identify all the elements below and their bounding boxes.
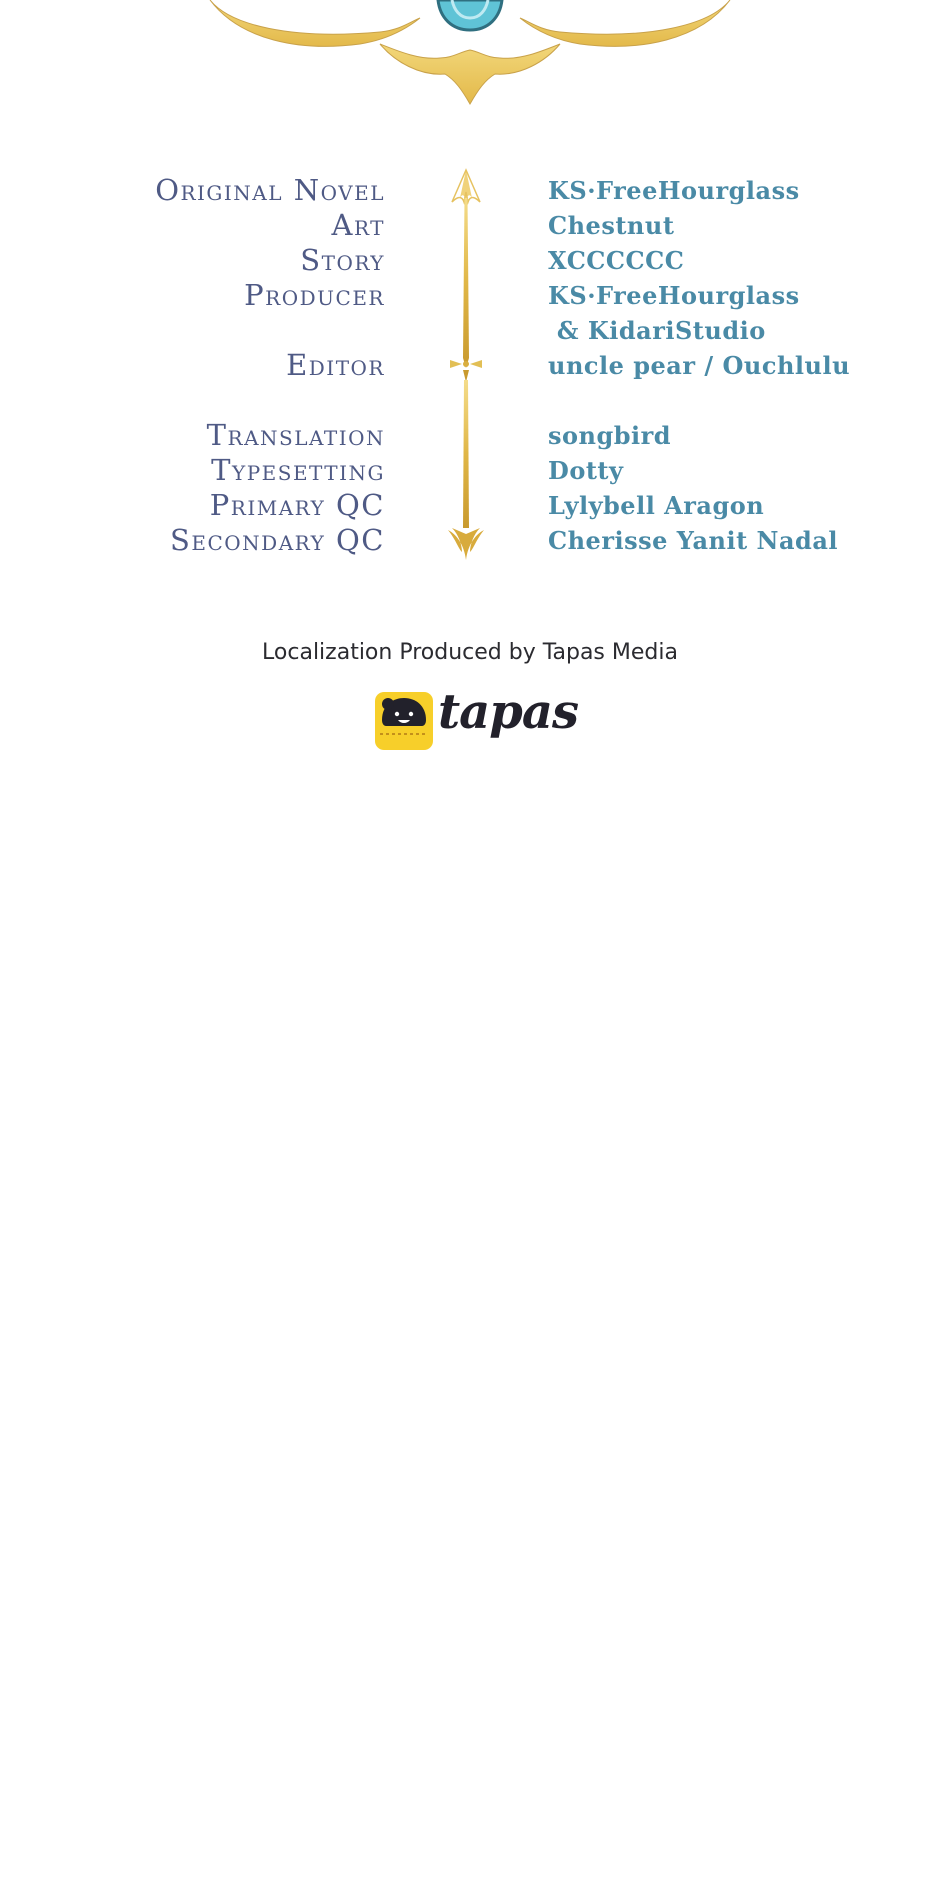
tapas-mascot-icon	[374, 690, 434, 752]
credit-name-typesetting: Dotty	[548, 456, 624, 485]
credit-name-producer: KS·FreeHourglass	[548, 281, 800, 310]
tapas-wordmark: tapas	[438, 684, 578, 740]
tapas-logo	[374, 684, 578, 754]
credit-name-translation: songbird	[548, 421, 672, 450]
credit-role-producer: Producer	[244, 278, 385, 312]
credit-name-primary-qc: Lylybell Aragon	[548, 491, 765, 520]
credit-role-editor: Editor	[286, 348, 385, 382]
gold-divider	[440, 168, 492, 564]
credit-name-editor: uncle pear / Ouchlulu	[548, 351, 851, 380]
credit-role-story: Story	[300, 243, 385, 277]
localization-credit: Localization Produced by Tapas Media	[262, 640, 678, 665]
credit-role-translation: Translation	[206, 418, 385, 452]
credit-name-art: Chestnut	[548, 211, 675, 240]
credit-role-art: Art	[331, 208, 385, 242]
credit-role-primary-qc: Primary QC	[209, 488, 385, 522]
credit-role-secondary-qc: Secondary QC	[170, 523, 385, 557]
credit-name-story: XCCCCCC	[548, 246, 685, 275]
credit-role-typesetting: Typesetting	[211, 453, 385, 487]
credit-name-secondary-qc: Cherisse Yanit Nadal	[548, 526, 838, 555]
credit-name-producer-line2: & KidariStudio	[548, 316, 766, 345]
credit-role-original-novel: Original Novel	[155, 173, 385, 207]
credit-name-original-novel: KS·FreeHourglass	[548, 176, 800, 205]
